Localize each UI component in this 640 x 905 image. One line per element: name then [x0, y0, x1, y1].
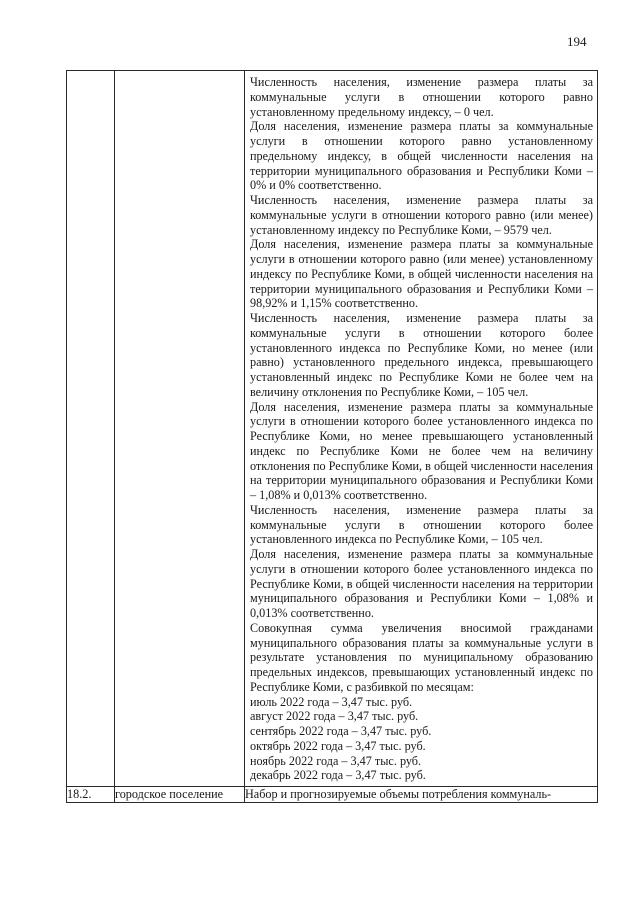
row-content-cell [245, 71, 598, 787]
month-item: ноябрь 2022 года – 3,47 тыс. руб. [250, 753, 422, 768]
row-name-cell [115, 71, 245, 787]
monthly-breakdown [250, 695, 593, 784]
month-item: сентябрь 2022 года – 3,47 тыс. руб. [250, 724, 432, 738]
table-row [67, 787, 598, 803]
month-item: октябрь 2022 года – 3,47 тыс. руб. [250, 738, 426, 753]
paragraph: Совокупная сумма увеличения вносимой гражданами муниципального образования платы за коммунальные услуги в результате установления по муниципальному образованию предельных индексов, превышающих установленный индекс по Республике Коми, с разбивкой по месяцам: [250, 620, 593, 694]
table-row [67, 71, 598, 787]
month-item: декабрь 2022 года – 3,47 тыс. руб. [250, 768, 426, 783]
row-content [245, 71, 597, 786]
paragraph: Доля населения, изменение размера платы за коммунальные услуги в отношении которого более установленного индекса по Республике Коми, но менее превышающего установленный индекс по Республике Коми не более чем на величину отклонения по Республике Коми, в общей численности населения на территории муниципального образования и Республики Коми – 1,08% и 0,013% соответственно. [250, 399, 593, 502]
paragraph: Численность населения, изменение размера платы за коммунальные услуги в отношении которого более установленного индекса по Республике Коми, но менее (или равно) установленного предельного индекса, превышающего установленный индекс по Республике Коми не более чем на величину отклонения по Республике Коми, – 105 чел. [250, 311, 593, 399]
month-item: август 2022 года – 3,47 тыс. руб. [250, 709, 419, 724]
data-table [66, 70, 598, 803]
row-number-cell [67, 71, 115, 787]
row-number: 18.2. [67, 787, 115, 803]
paragraph: Доля населения, изменение размера платы за коммунальные услуги в отношении которого более установленного индекса по Республике Коми, в общей численности населения на территории муниципального образования и Республики Коми – 1,08% и 0,013% соответственно. [250, 547, 593, 620]
paragraph: Численность населения, изменение размера платы за коммунальные услуги в отношении которого равно (или менее) установленному индексу по Республике Коми, – 9579 чел. [250, 193, 593, 237]
paragraph: Численность населения, изменение размера платы за коммунальные услуги в отношении которого равно установленному предельному индексу, – 0 чел. [250, 75, 593, 119]
paragraph: Доля населения, изменение размера платы за коммунальные услуги в отношении которого равно установленному предельному индексу, в общей численности населения на территории муниципального образования и Республики Коми – 0% и 0% соответственно. [250, 119, 593, 193]
row-name: городское поселение [115, 787, 245, 803]
page-number: 194 [567, 34, 587, 49]
paragraph: Доля населения, изменение размера платы за коммунальные услуги в отношении которого равно (или менее) установленному индексу по Республике Коми, в общей численности населения на территории муниципального образования и Республики Коми – 98,92% и 1,15% соответственно. [250, 237, 593, 311]
month-item: июль 2022 года – 3,47 тыс. руб. [250, 694, 413, 709]
paragraph: Численность населения, изменение размера платы за коммунальные услуги в отношении которого более установленного индекса по Республике Коми, – 105 чел. [250, 502, 593, 547]
row-text: Набор и прогнозируемые объемы потребления коммуналь- [245, 787, 598, 803]
